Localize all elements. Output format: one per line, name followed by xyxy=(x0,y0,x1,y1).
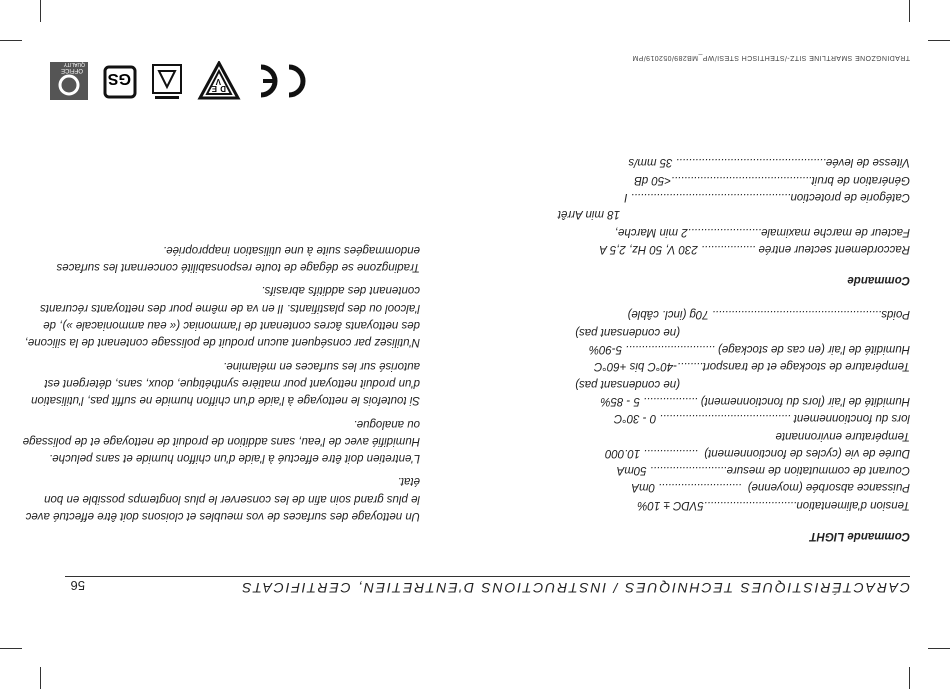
spec-line: Humidité de l'air (en cas de stockage) ............................ 5-90% xyxy=(588,343,910,356)
svg-text:D: D xyxy=(220,84,226,93)
ce-mark-icon xyxy=(255,61,315,101)
maintenance-paragraph: N'utilisez par conséquent aucun produit de polissage contenant de la silicone, des nettoyants âcres contenant de l'ammoniac (« eau ammoniacale »), de l'alcool ou des plastifiants. Il en va de même pour des nettoyants récurants contenant des additifs abrasifs. xyxy=(24,284,420,349)
maintenance-paragraph: L'entretien doit être effectué à l'aide d'un chiffon humide et sans peluche. Humidifié avec de l'eau, sans addition de produit de nettoyage et de polissage ou analogue. xyxy=(22,417,420,465)
spec-line: (ne condensant pas) xyxy=(575,377,680,390)
crop-mark xyxy=(909,0,910,22)
spec-line: Durée de vie (cycles de fonctionnement) ................. 10.000 xyxy=(605,446,910,459)
crop-mark xyxy=(909,667,910,689)
spec-line: Raccordement secteur entrée ................. 230 V, 50 Hz, 2,5 A xyxy=(599,242,910,255)
spec-line: Catégorie de protection.................................................. I xyxy=(624,190,910,203)
safety-certificate-icon xyxy=(151,61,183,101)
svg-text:GS: GS xyxy=(107,70,131,87)
page-number: 56 xyxy=(70,578,85,593)
tech-specs-column xyxy=(525,153,910,544)
spec-line: Température de stockage et de transport........-40°C bis +60°C xyxy=(594,360,910,373)
maintenance-paragraph: Un nettoyage des surfaces de vos meubles et cloisons doit être effectué avec le plus grand soin afin de les conserver le plus longtemps possible en bon état. xyxy=(25,475,420,522)
page-header-title: CARACTÉRISTIQUES TECHNIQUES / INSTRUCTIONS D'ENTRETIEN, CERTIFICATS xyxy=(240,580,910,596)
crop-mark xyxy=(928,40,950,41)
svg-text:QUALITY: QUALITY xyxy=(63,61,85,67)
spec-line: Température environnante xyxy=(775,429,910,442)
maintenance-column xyxy=(20,235,420,524)
gs-mark-icon xyxy=(103,61,137,101)
document-code: TRADINGZONE SMARTLINE SITZ-/STEHTISCH STESI/WP_MB289/052019/PM xyxy=(632,54,910,61)
spec-line: lors du fonctionnement ......................................... 0 - 30°C xyxy=(613,412,910,425)
light-section-title: Commande LIGHT xyxy=(809,530,910,542)
svg-text:E: E xyxy=(211,84,217,93)
maintenance-paragraph: Tradingzone se dégage de toute responsabilité concernant les surfaces endommagées suite à une utilisation inappropriée. xyxy=(56,243,420,274)
spec-line: Tension d'alimentation.............................5VDC ± 10% xyxy=(637,498,910,511)
crop-mark xyxy=(0,40,22,41)
header-rule xyxy=(65,576,910,577)
svg-text:OFFICE: OFFICE xyxy=(61,67,83,73)
spec-line: Facteur de marche maximale.......................2 min Marche, xyxy=(614,225,910,238)
command-section-title: Commande xyxy=(847,274,910,287)
spec-line: Vitesse de levée............................................... 35 mm/s xyxy=(628,156,910,169)
svg-text:V: V xyxy=(215,77,221,86)
crop-mark xyxy=(40,0,41,22)
crop-mark xyxy=(928,648,950,649)
maintenance-paragraph: Si toutefois le nettoyage à l'aide d'un chiffon humide ne suffit pas, l'utilisation d'un produit nettoyant pour matière synthétique, doux, sans, détergent est autorisé sur les surfaces en mélamine. xyxy=(31,359,420,407)
spec-line: Puissance absorbée (moyenne) .......................... 0mA xyxy=(631,481,910,494)
spec-line: Humidité de l'air (lors du fonctionnement) ................. 5 - 85% xyxy=(600,394,910,407)
spec-line: Génération de bruit............................................<50 dB xyxy=(634,173,910,186)
vde-mark-icon xyxy=(197,61,241,101)
certification-logos xyxy=(49,58,315,104)
spec-line: Courant de commutation de mesure........................ 50mA xyxy=(616,464,910,477)
crop-mark xyxy=(40,667,41,689)
spec-line: 18 min Arrêt xyxy=(557,208,620,221)
spec-line: (ne condensant pas) xyxy=(575,325,680,338)
quality-office-icon xyxy=(49,61,89,101)
spec-line: Poids..................................................... 70g (incl. câble) xyxy=(627,308,910,321)
crop-mark xyxy=(0,648,22,649)
